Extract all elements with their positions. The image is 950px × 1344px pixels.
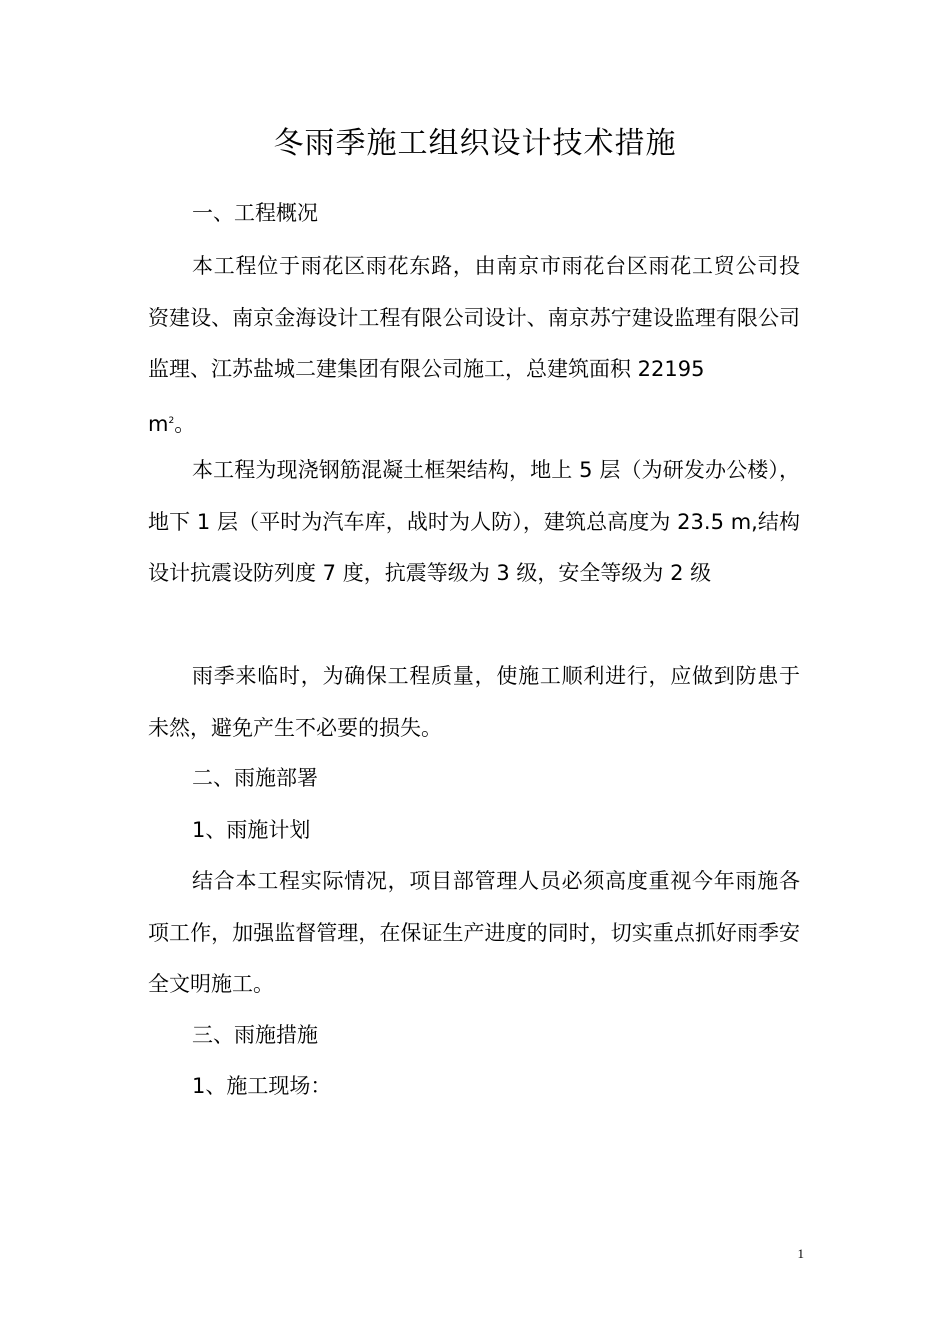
paragraph-project-location [148,241,800,450]
subheading-rain-plan: 1、雨施计划 [192,818,311,842]
paragraph-end: 。 [174,411,196,436]
subheading-site: 1、施工现场： [192,1074,332,1098]
section-heading-deployment: 二、雨施部署 [192,766,318,790]
section-heading-overview: 一、工程概况 [192,201,318,225]
paragraph-rainy-season: 雨季来临时，为确保工程质量，使施工顺利进行，应做到防患于未然，避免产生不必要的损失。 [148,664,800,740]
paragraph-rain-plan: 结合本工程实际情况，项目部管理人员必须高度重视今年雨施各项工作，加强监督管理，在保证生产进度的同时，切实重点抓好雨季安全文明施工。 [148,869,800,996]
paragraph-structure: 本工程为现浇钢筋混凝土框架结构，地上 5 层（为研发办公楼），地下 1 层（平时为汽车库，战时为人防），建筑总高度为 23.5 m,结构设计抗震设防列度 7 度，抗震等级为 3 级，安全等级为 2 级 [148,458,800,585]
page-number: 1 [797,1246,804,1261]
document-title: 冬雨季施工组织设计技术措施 [273,126,677,161]
section-heading-measures: 三、雨施措施 [192,1023,318,1047]
paragraph-text: 本工程位于雨花区雨花东路，由南京市雨花台区雨花工贸公司投资建设、南京金海设计工程有限公司设计、南京苏宁建设监理有限公司监理、江苏盐城二建集团有限公司施工，总建筑面积 22195 [148,254,800,381]
area-unit-superscript: 2 [168,415,175,426]
area-unit: m [148,411,169,436]
